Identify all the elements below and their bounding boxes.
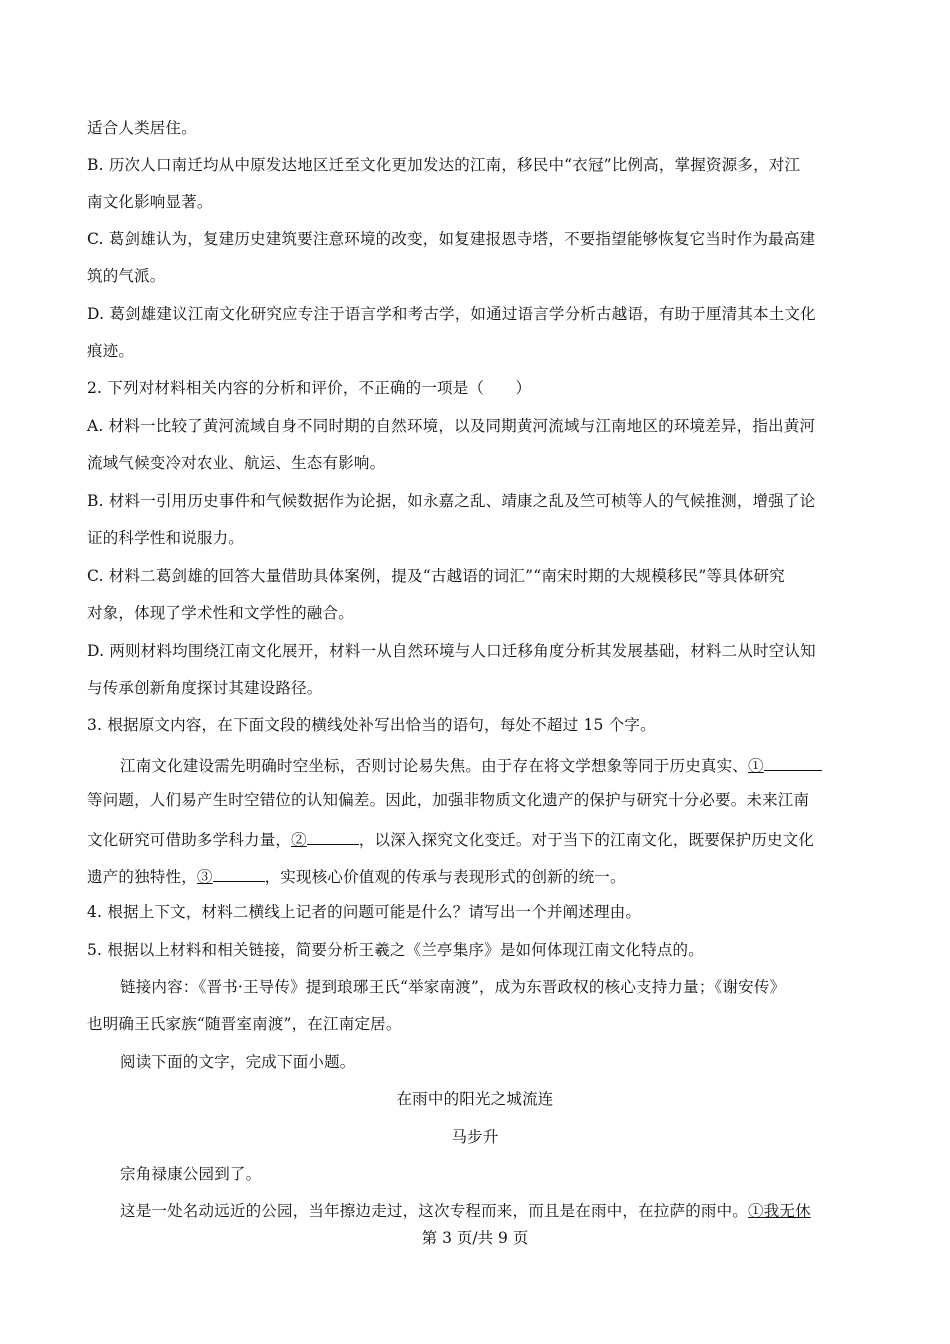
question-3: 3. 根据原文内容，在下面文段的横线处补写出恰当的语句，每处不超过 15 个字。 [87,716,656,734]
link-content-line: 也明确王氏家族“随晋室南渡”，在江南定居。 [87,1015,402,1033]
passage-line [87,828,814,850]
text-line: 对象，体现了学术性和文学性的融合。 [87,604,354,622]
text-line: 筑的气派。 [87,267,166,285]
option-d-line: D. 两则材料均围绕江南文化展开，材料一从自然环境与人口迁移角度分析其发展基础，材料二从时空认知 [87,642,816,660]
passage-line [87,865,626,887]
page-footer: 第 3 页/共 9 页 [421,1229,529,1247]
text-line: 与传承创新角度探讨其建设路径。 [87,679,323,697]
blank-marker-1: ① [748,757,764,775]
question-2: 2. 下列对材料相关内容的分析和评价，不正确的一项是（ ） [87,379,532,397]
text-line: 流域气候变冷对农业、航运、生态有影响。 [87,454,386,472]
option-d-line: D. 葛剑雄建议江南文化研究应专注于语言学和考古学，如通过语言学分析古越语，有助于厘清其本土文化 [87,305,816,323]
text-line: 证的科学性和说服力。 [87,529,245,547]
reading-instruction: 阅读下面的文字，完成下面小题。 [120,1053,356,1071]
article-paragraph: 宗角禄康公园到了。 [120,1165,262,1183]
fill-blank-3[interactable] [213,865,265,882]
link-content-line: 链接内容：《晋书·王导传》提到琅琊王氏“举家南渡”，成为东晋政权的核心支持力量；《谢安传》 [120,978,786,996]
question-5: 5. 根据以上材料和相关链接，简要分析王羲之《兰亭集序》是如何体现江南文化特点的。 [87,941,704,959]
option-b-line: B. 材料一引用历史事件和气候数据作为论据，如永嘉之乱、靖康之乱及竺可桢等人的气候推测，增强了论 [87,492,816,510]
passage-text: 江南文化建设需先明确时空坐标，否则讨论易失焦。由于存在将文学想象等同于历史真实、 [120,757,749,775]
underlined-sentence: ①我无休 [748,1202,811,1220]
passage-line: 等问题，人们易产生时空错位的认知偏差。因此，加强非物质文化遗产的保护与研究十分必要。未来江南 [87,791,810,809]
text-line: 痕迹。 [87,342,135,360]
article-text: 这是一处名动远近的公园，当年擦边走过，这次专程而来，而且是在雨中，在拉萨的雨中。 [120,1202,749,1220]
text-line: 适合人类居住。 [87,119,197,137]
option-b-line: B. 历次人口南迁均从中原发达地区迁至文化更加发达的江南，移民中“衣冠”比例高，掌握资源多，对江 [87,156,801,174]
text-line: 南文化影响显著。 [87,193,213,211]
fill-blank-1[interactable] [764,754,822,771]
article-title: 在雨中的阳光之城流连 [396,1090,554,1108]
option-c-line: C. 材料二葛剑雄的回答大量借助具体案例，提及“古越语的词汇”“南宋时期的大规模移民”等具体研究 [87,567,785,585]
passage-line [120,754,822,776]
question-4: 4. 根据上下文，材料二横线上记者的问题可能是什么？请写出一个并阐述理由。 [87,903,642,921]
article-author: 马步升 [451,1128,499,1146]
option-c-line: C. 葛剑雄认为，复建历史建筑要注意环境的改变，如复建报恩寺塔，不要指望能够恢复它当时作为最高建 [87,230,816,248]
article-paragraph [120,1201,811,1221]
blank-marker-3: ③ [196,868,213,886]
passage-text: 遗产的独特性， [87,868,197,886]
passage-text: ，以深入探究文化变迁。对于当下的江南文化，既要保护历史文化 [358,831,815,849]
fill-blank-2[interactable] [307,828,359,845]
option-a-line: A. 材料一比较了黄河流域自身不同时期的自然环境，以及同期黄河流域与江南地区的环境差异，指出黄河 [87,417,816,435]
blank-marker-2: ② [291,831,307,849]
passage-text: ，实现核心价值观的传承与表现形式的创新的统一。 [264,868,626,886]
passage-text: 文化研究可借助多学科力量， [87,831,292,849]
